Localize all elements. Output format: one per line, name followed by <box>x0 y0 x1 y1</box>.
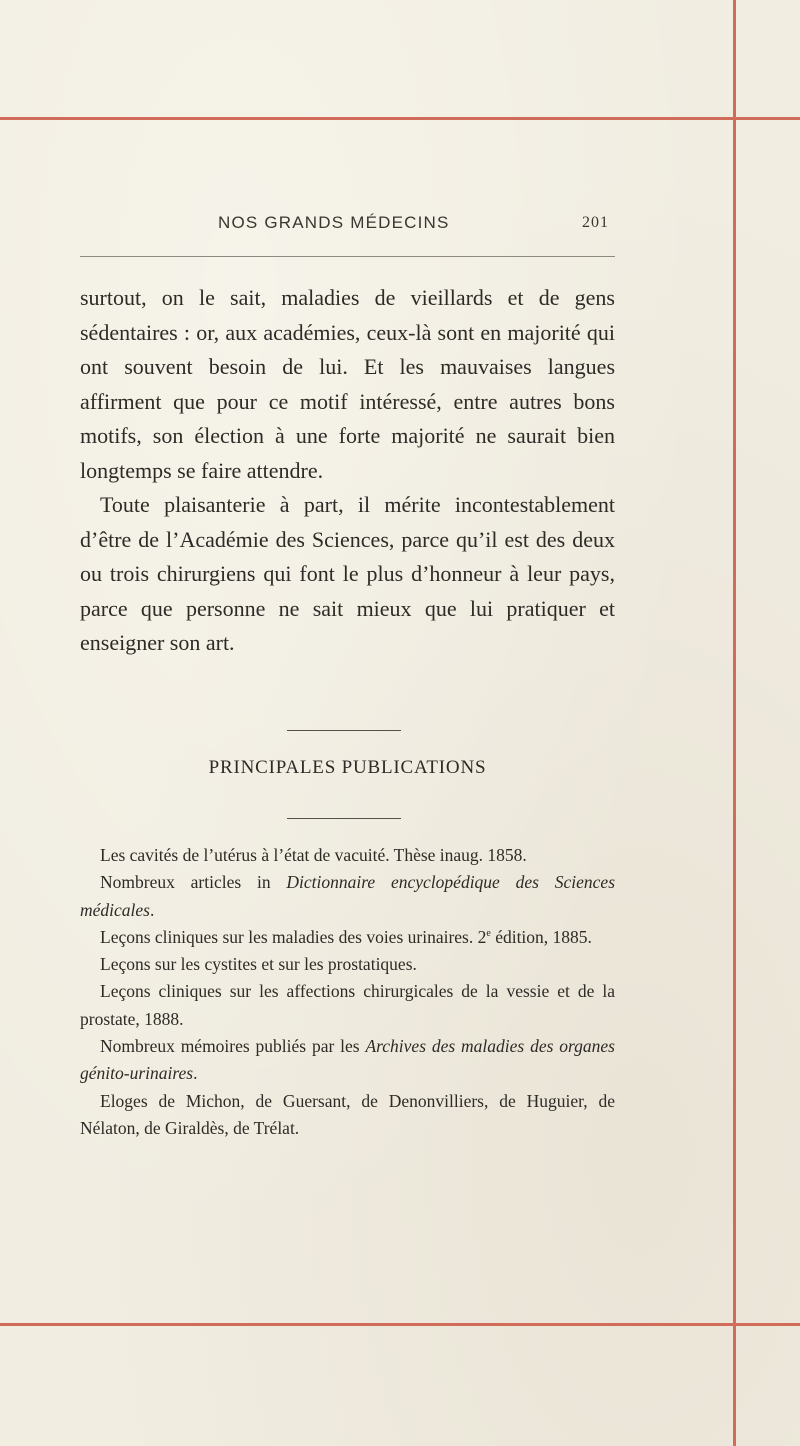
list-item <box>80 978 615 1033</box>
publication-text: Leçons cliniques sur les affections chirurgicales de la vessie et de la prostate, 1888. <box>80 981 615 1029</box>
section-rule-above <box>287 730 401 731</box>
page-number: 201 <box>582 214 609 231</box>
list-item <box>80 842 615 869</box>
publication-title: Dictionnaire encyclopédique des Sciences médicales <box>80 872 615 920</box>
page-header <box>80 213 615 243</box>
paragraph: surtout, on le sait, maladies de vieillards et de gens sédentaires : or, aux académies, ceux-là sont en majorité qui ont souvent besoin de lui. Et les mauvaises langues affirment que pour ce motif intéressé, entre autres bons motifs, son élection à une forte majorité ne saurait bien longtemps se faire attendre. <box>80 285 615 483</box>
publications-list <box>80 842 615 1142</box>
body-text <box>80 281 615 661</box>
publication-text: Leçons cliniques sur les maladies des voies urinaires. <box>100 926 474 947</box>
publication-text: . <box>149 899 155 920</box>
list-item <box>80 1088 615 1143</box>
section-title: PRINCIPALES PUBLICATIONS <box>208 757 487 778</box>
paragraph: Toute plaisanterie à part, il mérite incontestablement d’être de l’Académie des Sciences, parce qu’il est des deux ou trois chirurgiens qui font le plus d’honneur à leur pays, parce que personne ne sait mieux que lui pratiquer et enseigner son art. <box>80 492 615 655</box>
edition-superscript: e <box>486 928 491 940</box>
publication-text: Nombreux mémoires publiés par les <box>100 1036 366 1057</box>
header-rule <box>80 256 615 257</box>
section-rule-below <box>287 818 401 819</box>
publication-title: Archives des maladies des organes génito-urinaires <box>80 1036 615 1084</box>
publication-text: Eloges de Michon, de Guersant, de Denonvilliers, de Huguier, de Nélaton, de Giraldès, de Trélat. <box>80 1090 615 1138</box>
list-item <box>80 924 615 951</box>
bottom-margin-rule <box>0 1323 800 1326</box>
edition-text: édition, 1885. <box>490 926 592 947</box>
right-margin-rule <box>733 0 736 1446</box>
list-item <box>80 869 615 924</box>
publication-text: Les cavités de l’utérus à l’état de vacuité. Thèse inaug. 1858. <box>100 845 527 865</box>
list-item <box>80 1033 615 1088</box>
top-margin-rule <box>0 117 800 120</box>
edition-number: 2 <box>477 926 487 947</box>
publication-text: Leçons sur les cystites et sur les prostatiques. <box>100 954 417 975</box>
publication-text: . <box>193 1063 198 1084</box>
list-item <box>80 951 615 978</box>
publication-text: Nombreux articles in <box>100 872 287 893</box>
running-title: NOS GRANDS MÉDECINS <box>218 213 450 232</box>
